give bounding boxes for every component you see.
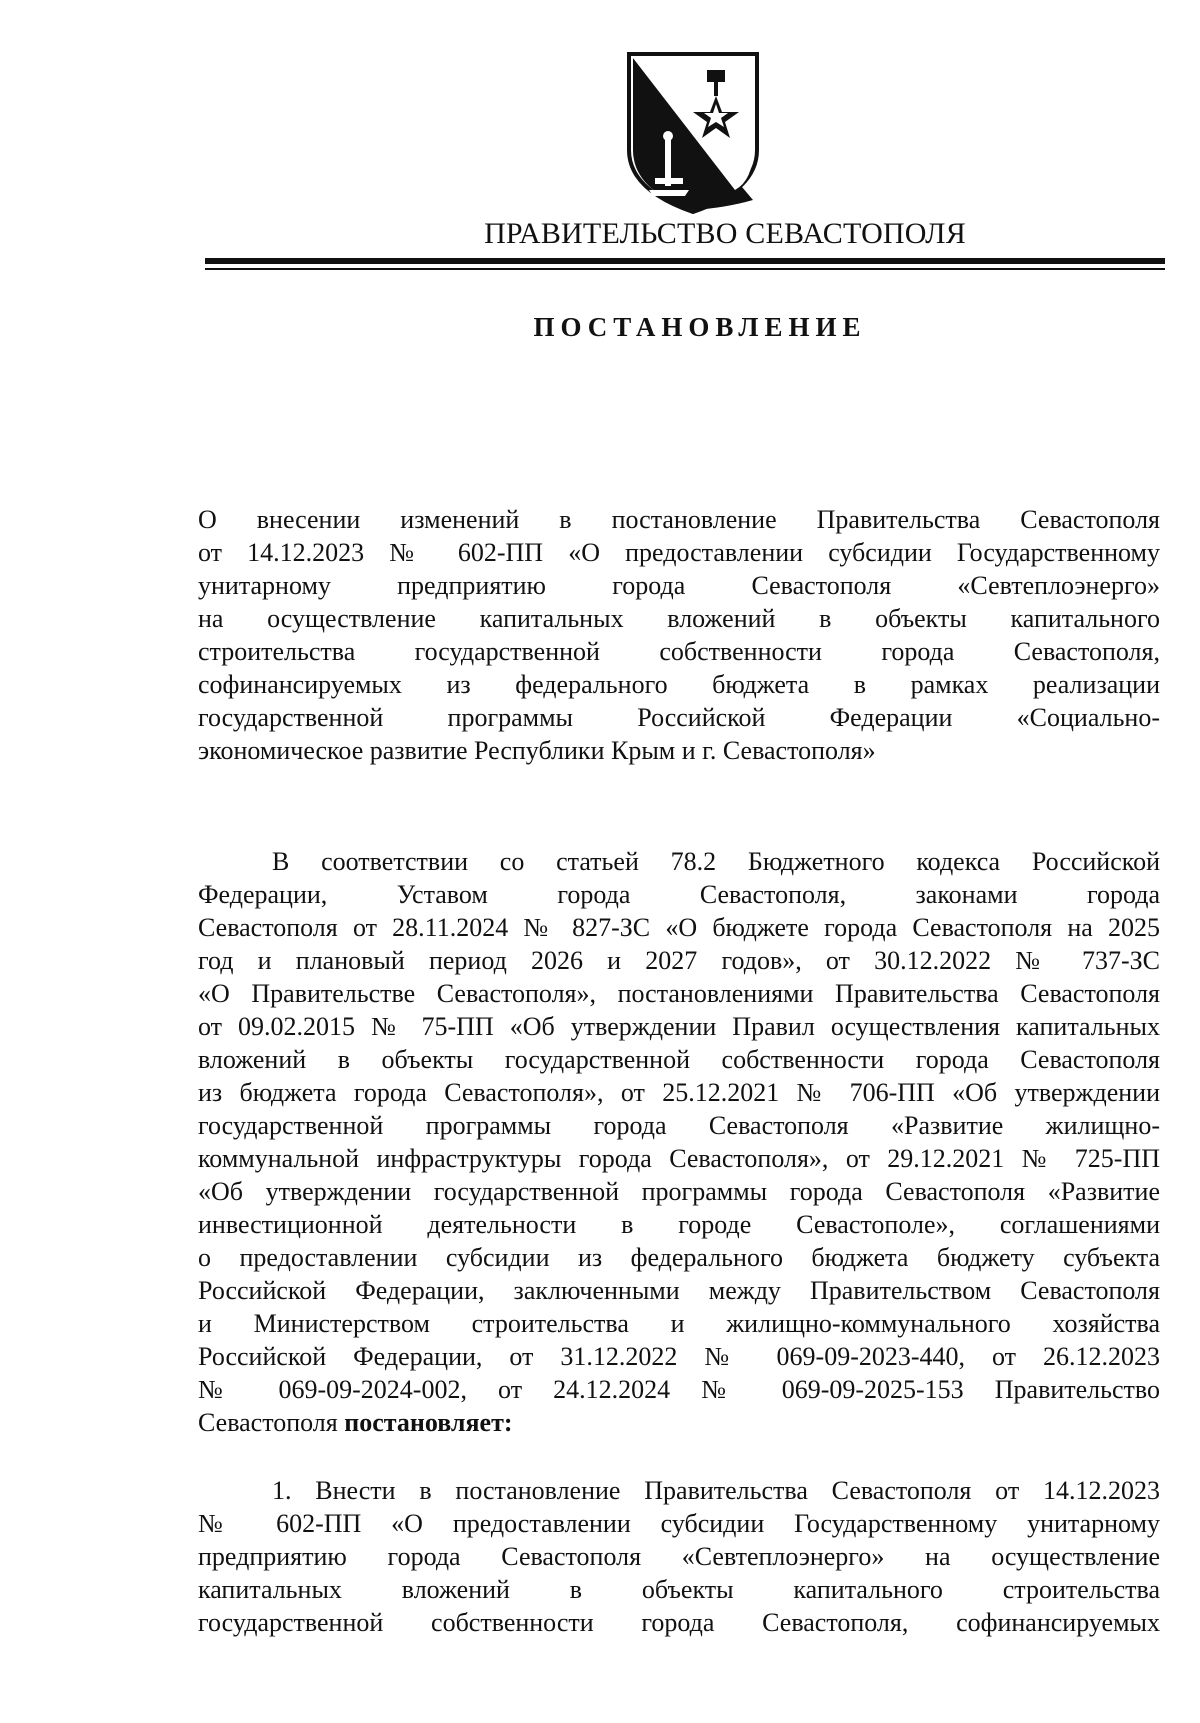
paragraph-line: вложений в объекты государственной собственности города Севастополя: [198, 1045, 1160, 1074]
paragraph-line: о предоставлении субсидии из федерального бюджета бюджету субъекта: [198, 1243, 1160, 1272]
paragraph-line: и Министерством строительства и жилищно-коммунального хозяйства: [198, 1309, 1160, 1338]
paragraph-line: В соответствии со статьей 78.2 Бюджетного кодекса Российской: [272, 847, 1160, 876]
paragraph-line: № 602-ПП «О предоставлении субсидии Государственному унитарному: [198, 1509, 1160, 1538]
subject-line: О внесении изменений в постановление Правительства Севастополя: [198, 505, 1160, 534]
subject-line: государственной программы Российской Федерации «Социально-: [198, 703, 1160, 732]
document-subject: [198, 503, 1160, 767]
sevastopol-coat-of-arms-icon: [625, 50, 761, 216]
subject-line: от 14.12.2023 № 602-ПП «О предоставлении субсидии Государственному: [198, 538, 1160, 567]
paragraph-line: «Об утверждении государственной программы города Севастополя «Развитие: [198, 1177, 1160, 1206]
paragraph-line: Севастополя от 28.11.2024 № 827-ЗС «О бюджете города Севастополя на 2025: [198, 913, 1160, 942]
subject-line: софинансируемых из федерального бюджета в рамках реализации: [198, 670, 1160, 699]
paragraph-line: от 09.02.2015 № 75-ПП «Об утверждении Правил осуществления капитальных: [198, 1012, 1160, 1041]
preamble-paragraph: [198, 845, 1160, 1439]
paragraph-line: год и плановый период 2026 и 2027 годов», от 30.12.2022 № 737-ЗС: [198, 946, 1160, 975]
subject-line: строительства государственной собственности города Севастополя,: [198, 637, 1160, 666]
resolution-prefix: Севастополя: [198, 1408, 345, 1437]
subject-line: на осуществление капитальных вложений в объекты капитального: [198, 604, 1160, 633]
paragraph-line: из бюджета города Севастополя», от 25.12.2021 № 706-ПП «Об утверждении: [198, 1078, 1160, 1107]
paragraph-last-line: [198, 1406, 1160, 1439]
resolution-verb: постановляет:: [344, 1408, 513, 1437]
government-name: ПРАВИТЕЛЬСТВО СЕВАСТОПОЛЯ: [484, 217, 966, 250]
paragraph-line: государственной собственности города Севастополя, софинансируемых: [198, 1608, 1160, 1637]
paragraph-line: Российской Федерации, заключенными между Правительством Севастополя: [198, 1276, 1160, 1305]
paragraph-line: «О Правительстве Севастополя», постановлениями Правительства Севастополя: [198, 979, 1160, 1008]
header-divider-thick: [205, 258, 1165, 264]
paragraph-line: Федерации, Уставом города Севастополя, законами города: [198, 880, 1160, 909]
paragraph-line: № 069-09-2024-002, от 24.12.2024 № 069-09-2025-153 Правительство: [198, 1375, 1160, 1404]
paragraph-line: капитальных вложений в объекты капитального строительства: [198, 1575, 1160, 1604]
subject-line: экономическое развитие Республики Крым и г. Севастополя»: [198, 736, 876, 765]
header-divider-thin: [205, 268, 1165, 270]
paragraph-line: государственной программы города Севастополя «Развитие жилищно-: [198, 1111, 1160, 1140]
paragraph-line: 1. Внести в постановление Правительства Севастополя от 14.12.2023: [272, 1476, 1160, 1505]
paragraph-line: предприятию города Севастополя «Севтеплоэнерго» на осуществление: [198, 1542, 1160, 1571]
paragraph-line: коммунальной инфраструктуры города Севастополя», от 29.12.2021 № 725-ПП: [198, 1144, 1160, 1173]
document-type-title: ПОСТАНОВЛЕНИЕ: [533, 312, 867, 342]
subject-line: унитарному предприятию города Севастополя «Севтеплоэнерго»: [198, 571, 1160, 600]
paragraph-line: Российской Федерации, от 31.12.2022 № 069-09-2023-440, от 26.12.2023: [198, 1342, 1160, 1371]
clause-1-paragraph: [198, 1474, 1160, 1639]
paragraph-line: инвестиционной деятельности в городе Севастополе», соглашениями: [198, 1210, 1160, 1239]
